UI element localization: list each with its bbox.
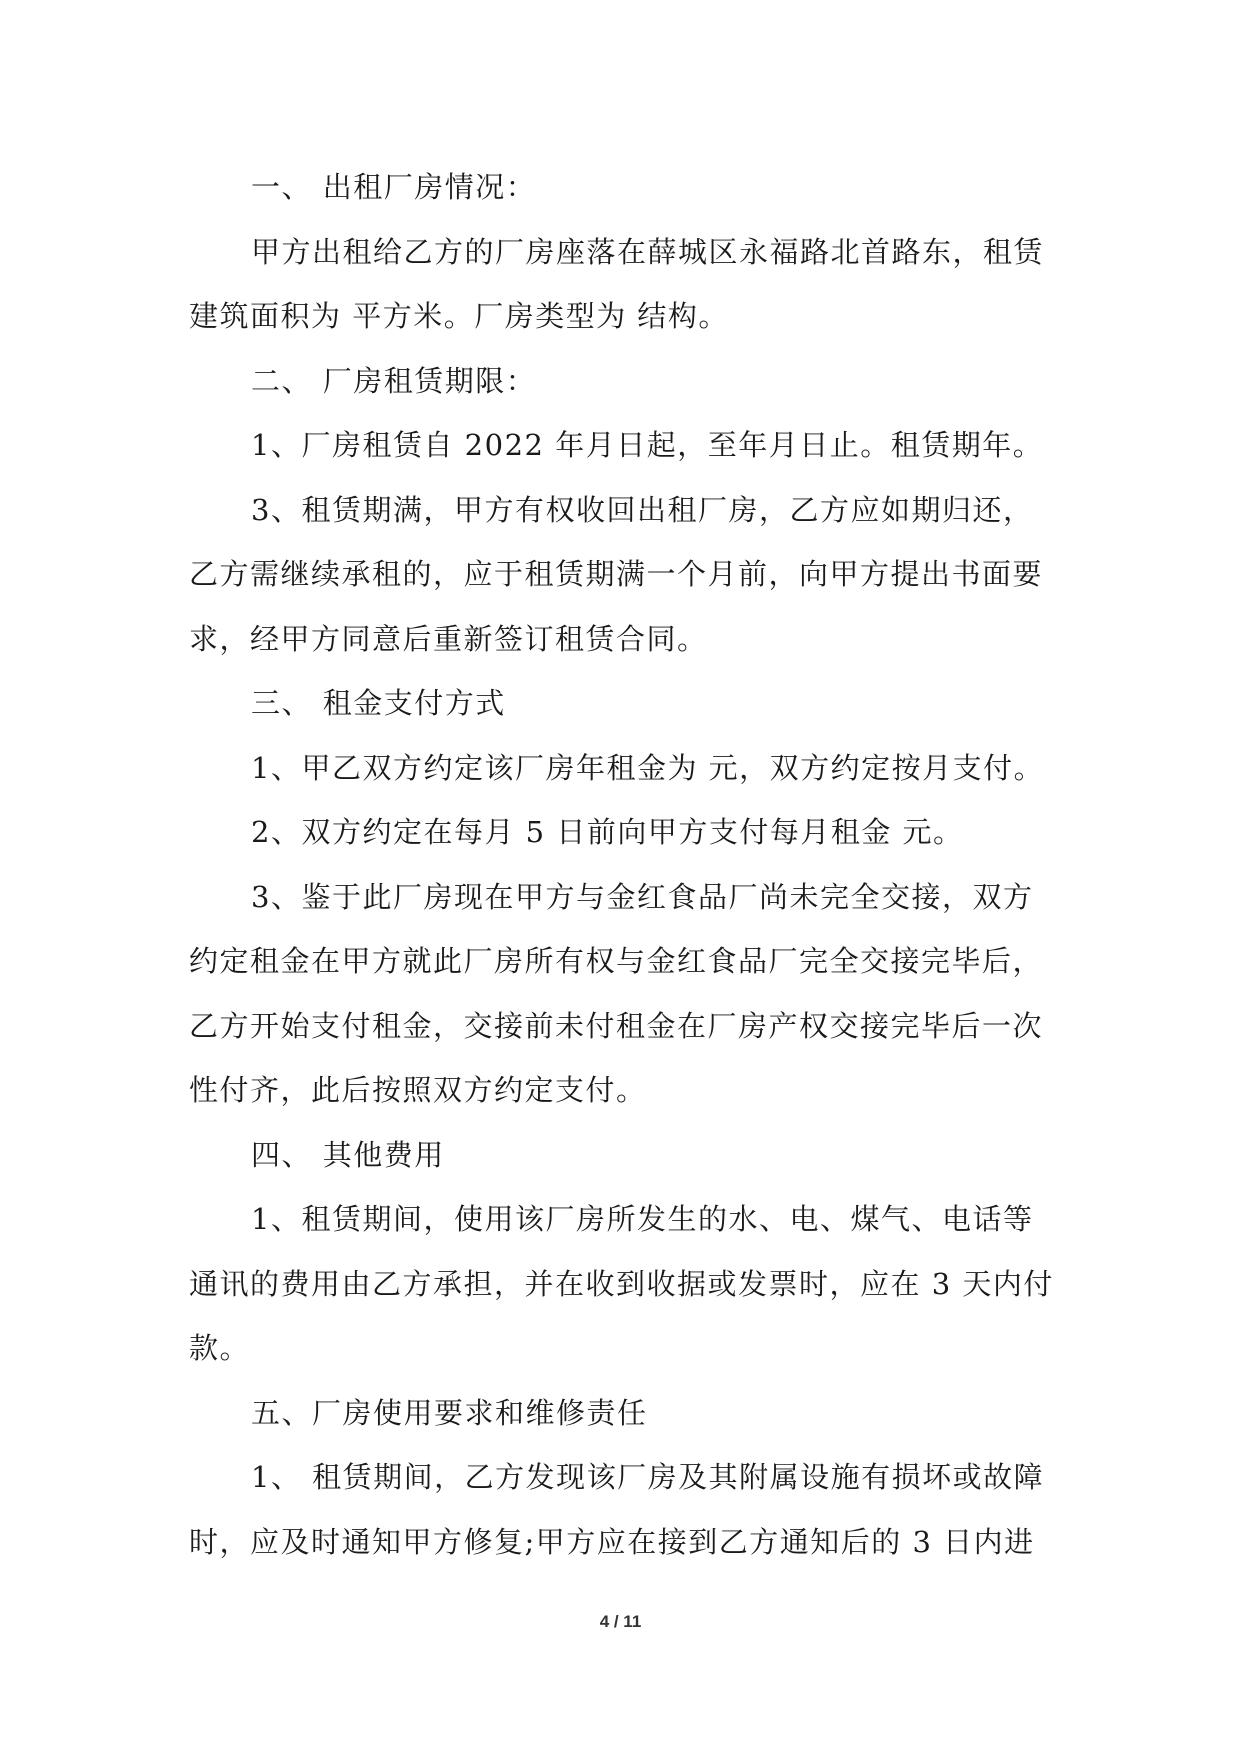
text-line: 求，经甲方同意后重新签订租赁合同。 [189,621,708,656]
text-line: 三、 租金支付方式 [251,686,506,720]
text-line: 乙方需继续承租的，应于租赁期满一个月前，向甲方提出书面要 [189,557,1044,591]
text-line: 1、 租赁期间，乙方发现该厂房及其附属设施有损坏或故障 [251,1460,1045,1494]
text-line: 1、甲乙双方约定该厂房年租金为 元，双方约定按月支付。 [251,750,1045,785]
text-line: 通讯的费用由乙方承担，并在收到收据或发票时，应在 3 天内付 [189,1266,1054,1301]
text-line: 乙方开始支付租金，交接前未付租金在厂房产权交接完毕后一次 [189,1008,1044,1043]
page-number: 4 / 11 [599,1612,642,1631]
text-line: 3、鉴于此厂房现在甲方与金红食品厂尚未完全交接，双方 [251,879,1034,914]
text-line: 建筑面积为 平方米。厂房类型为 结构。 [189,299,729,333]
text-line: 1、租赁期间，使用该厂房所发生的水、电、煤气、电话等 [251,1202,1034,1236]
text-line: 二、 厂房租赁期限： [251,363,537,398]
text-line: 1、厂房租赁自 2022 年月日起，至年月日止。租赁期年。 [251,428,1044,462]
text-line: 甲方出租给乙方的厂房座落在薛城区永福路北首路东，租赁 [251,234,1045,269]
text-line: 款。 [189,1331,251,1365]
document-body [189,155,1069,1574]
text-line: 一、 出租厂房情况： [251,170,537,204]
text-line: 性付齐，此后按照双方约定支付。 [189,1073,647,1107]
text-line: 五、厂房使用要求和维修责任 [251,1395,648,1430]
text-line: 约定租金在甲方就此厂房所有权与金红食品厂完全交接完毕后， [189,944,1044,978]
text-line: 时，应及时通知甲方修复;甲方应在接到乙方通知后的 3 日内进 [189,1524,1035,1559]
text-line: 四、 其他费用 [251,1137,445,1172]
text-line: 3、租赁期满，甲方有权收回出租厂房，乙方应如期归还， [251,492,1034,527]
text-line: 2、双方约定在每月 5 日前向甲方支付每月租金 元。 [251,815,964,849]
